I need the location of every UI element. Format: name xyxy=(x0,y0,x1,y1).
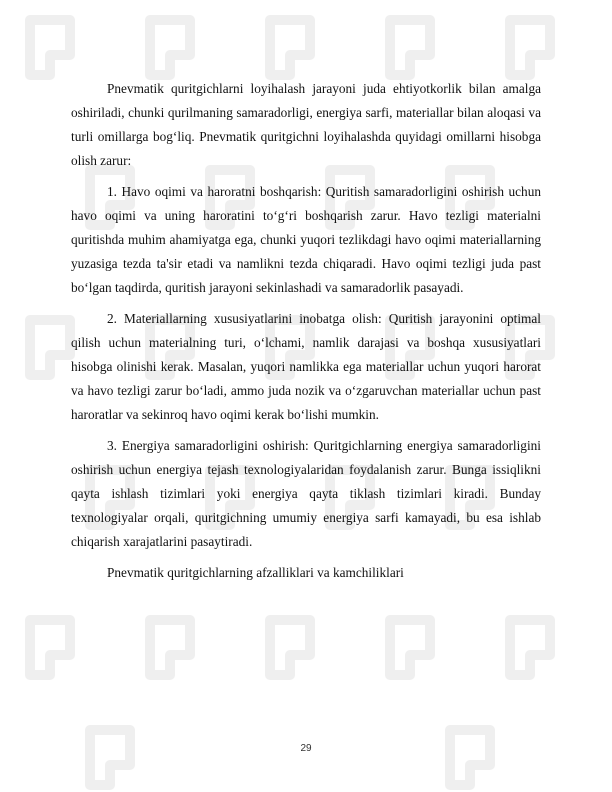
paragraph-air-flow: 1. Havo oqimi va haroratni boshqarish: Quritish samaradorligini oshirish uchun havo oqimi va uning haroratini to‘g‘ri boshqarish zarur. Havo tezligi materialni quritishda muhim ahamiyatga ega, chunki yuqori tezlikdagi havo oqimi materiallarning yuzasiga tezda ta'sir etadi va namlikni tezda chiqaradi. Havo oqimi tezligi juda past bo‘lgan taqdirda, quritish jarayoni sekinlashadi va samaradorlik pasayadi. xyxy=(71,184,541,295)
document-body xyxy=(71,72,541,585)
paragraph-energy-efficiency: 3. Energiya samaradorligini oshirish: Quritgichlarning energiya samaradorligini oshirish uchun energiya tejash texnologiyalaridan foydalanish zarur. Bunga issiqlikni qayta ishlash tizimlari yoki energiya qayta tiklash tizimlari kiradi. Bunday texnologiyalar orqali, quritgichning umumiy energiya sarfi kamayadi, bu esa ishlab chiqarish xarajatlarini pasaytiradi. xyxy=(71,438,541,549)
paragraph-intro: Pnevmatik quritgichlarni loyihalash jarayoni juda ehtiyotkorlik bilan amalga oshiriladi, chunki qurilmaning samaradorligi, energiya sarfi, materiallar bilan aloqasi va turli omillarga bog‘liq. Pnevmatik quritgichni loyihalashda quyidagi omillarni hisobga olish zarur: xyxy=(71,81,541,168)
page-number: 29 xyxy=(300,743,312,754)
paragraph-material-properties: 2. Materiallarning xususiyatlarini inobatga olish: Quritish jarayonini optimal qilish uchun materialning turi, o‘lchami, namlik darajasi va boshqa xususiyatlari hisobga olinishi kerak. Masalan, yuqori namlikka ega materiallar uchun yuqori harorat va havo tezligi zarur bo‘ladi, ammo juda nozik va o‘zgaruvchan materiallar uchun past haroratlar va sekinroq havo oqimi kerak bo‘lishi mumkin. xyxy=(71,311,541,422)
paragraph-section-heading: Pnevmatik quritgichlarning afzalliklari va kamchiliklari xyxy=(107,565,404,580)
